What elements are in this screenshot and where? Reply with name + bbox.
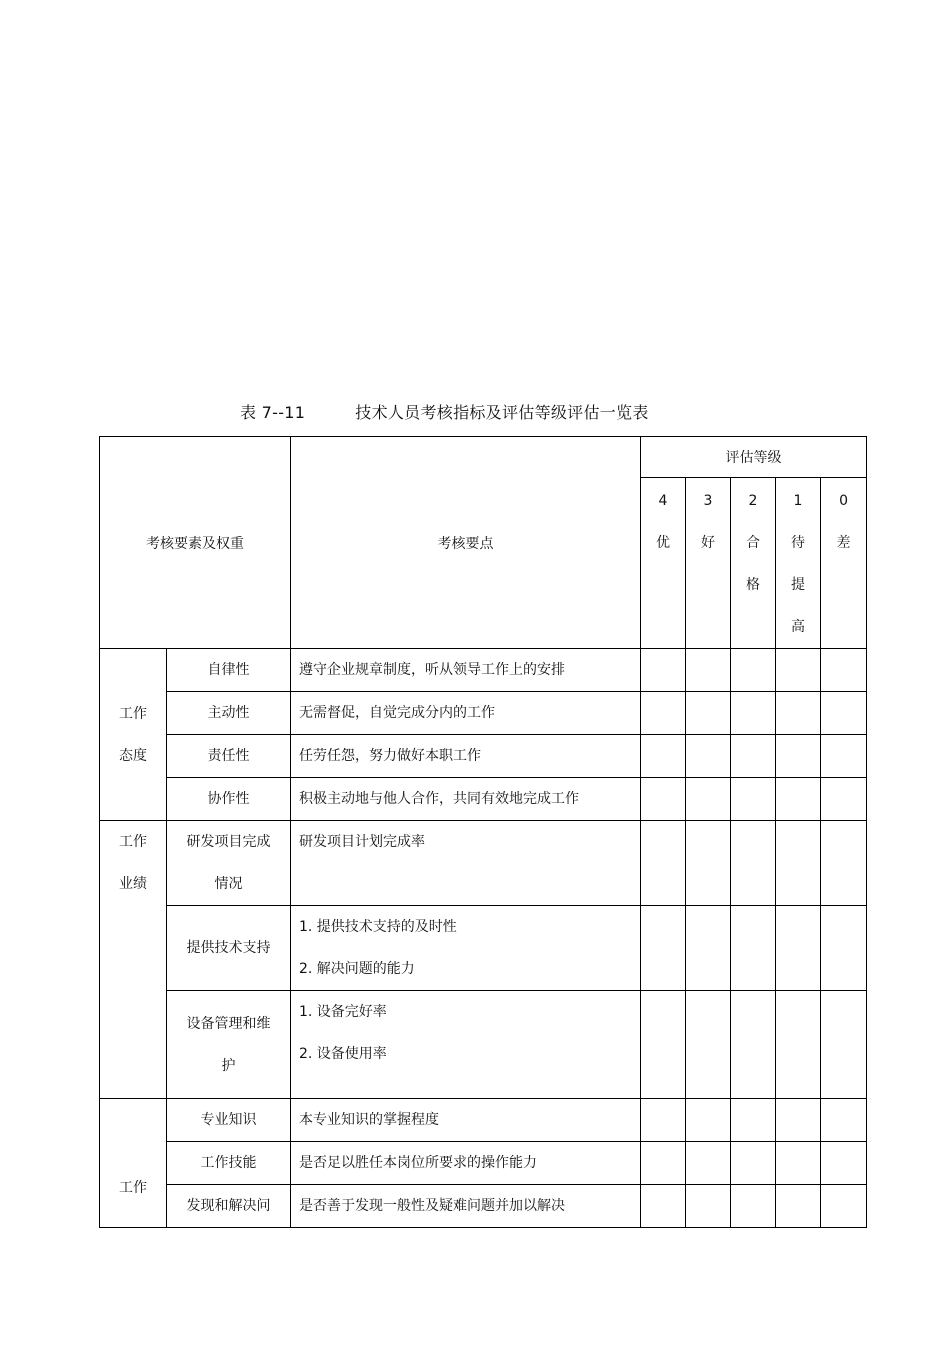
- grade-cell[interactable]: [776, 649, 821, 692]
- table-row: [100, 991, 867, 1099]
- factor-cell: [167, 735, 291, 778]
- grade-header-2: [731, 478, 776, 649]
- grade-cell[interactable]: [641, 735, 686, 778]
- point-text: 是否善于发现一般性及疑难问题并加以解决: [299, 1198, 565, 1214]
- points-cell: [291, 735, 641, 778]
- grade-header-3: [686, 478, 731, 649]
- grade-cell[interactable]: [821, 778, 867, 821]
- grade-cell[interactable]: [776, 821, 821, 906]
- table-caption: [240, 400, 760, 423]
- grade-cell[interactable]: [686, 1099, 731, 1142]
- grade-cell[interactable]: [821, 735, 867, 778]
- grade-cell[interactable]: [686, 991, 731, 1099]
- factor-label: 工作技能: [200, 1155, 257, 1171]
- grade-name: 高: [791, 619, 805, 635]
- factor-cell: [167, 821, 291, 906]
- category-label: 工作: [119, 1180, 147, 1196]
- grade-cell[interactable]: [821, 1142, 867, 1185]
- category-label: 工作: [119, 705, 147, 722]
- grade-cell[interactable]: [731, 692, 776, 735]
- point-text: 任劳任怨，努力做好本职工作: [299, 748, 481, 764]
- grade-cell[interactable]: [776, 778, 821, 821]
- point-text: 是否足以胜任本岗位所要求的操作能力: [299, 1155, 537, 1171]
- factor-label: 专业知识: [200, 1112, 257, 1128]
- grade-cell[interactable]: [641, 991, 686, 1099]
- point-text: 1. 提供技术支持的及时性: [299, 919, 457, 935]
- point-text: 遵守企业规章制度，听从领导工作上的安排: [299, 662, 565, 678]
- points-cell: [291, 649, 641, 692]
- grade-cell[interactable]: [776, 906, 821, 991]
- factor-cell: [167, 692, 291, 735]
- factor-label: 护: [221, 1057, 236, 1074]
- point-text: 无需督促，自觉完成分内的工作: [299, 705, 495, 721]
- grade-cell[interactable]: [686, 906, 731, 991]
- category-label: 态度: [119, 747, 147, 764]
- grade-cell[interactable]: [731, 906, 776, 991]
- factor-cell: [167, 1142, 291, 1185]
- grade-cell[interactable]: [821, 1099, 867, 1142]
- points-cell: [291, 1099, 641, 1142]
- grade-cell[interactable]: [641, 778, 686, 821]
- grade-cell[interactable]: [641, 821, 686, 906]
- grade-cell[interactable]: [821, 649, 867, 692]
- grade-group-header: 评估等级: [641, 437, 867, 478]
- grade-cell[interactable]: [731, 1142, 776, 1185]
- grade-name: 待: [791, 535, 805, 551]
- grade-cell[interactable]: [686, 821, 731, 906]
- table-row: [100, 906, 867, 991]
- grade-cell[interactable]: [821, 1185, 867, 1228]
- grade-cell[interactable]: [686, 692, 731, 735]
- grade-score: 3: [703, 493, 713, 509]
- grade-cell[interactable]: [731, 821, 776, 906]
- grade-name: 差: [836, 535, 851, 551]
- points-cell: [291, 991, 641, 1099]
- factor-label: 情况: [214, 876, 243, 892]
- table-row: [100, 778, 867, 821]
- grade-cell[interactable]: [821, 906, 867, 991]
- factor-label: 主动性: [207, 705, 250, 721]
- grade-cell[interactable]: [821, 692, 867, 735]
- evaluation-table: [99, 436, 867, 1228]
- grade-cell[interactable]: [686, 735, 731, 778]
- table-row: [100, 692, 867, 735]
- table-row: [100, 1099, 867, 1142]
- factor-cell: [167, 1099, 291, 1142]
- grade-header-4: [641, 478, 686, 649]
- grade-name: 提: [791, 577, 805, 593]
- grade-header-1: [776, 478, 821, 649]
- grade-cell[interactable]: [776, 735, 821, 778]
- grade-score: 2: [748, 493, 758, 509]
- factor-cell: [167, 991, 291, 1099]
- grade-cell[interactable]: [731, 778, 776, 821]
- point-text: 研发项目计划完成率: [299, 834, 425, 850]
- grade-cell[interactable]: [776, 1185, 821, 1228]
- grade-cell[interactable]: [686, 1142, 731, 1185]
- table-title: 技术人员考核指标及评估等级评估一览表: [355, 403, 649, 422]
- points-cell: [291, 906, 641, 991]
- grade-score: 1: [793, 493, 803, 509]
- table-number: 表 7--11: [240, 403, 306, 422]
- category-cell: [100, 649, 167, 821]
- grade-name: 优: [656, 535, 670, 551]
- grade-cell[interactable]: [686, 778, 731, 821]
- grade-header-0: [821, 478, 867, 649]
- factor-label: 协作性: [207, 791, 250, 807]
- factor-label: 研发项目完成: [186, 834, 271, 850]
- point-text: 2. 解决问题的能力: [299, 961, 415, 977]
- points-cell: [291, 821, 641, 906]
- grade-name: 好: [701, 535, 715, 551]
- grade-cell[interactable]: [641, 906, 686, 991]
- grade-cell[interactable]: [641, 1099, 686, 1142]
- grade-cell[interactable]: [641, 692, 686, 735]
- grade-cell[interactable]: [776, 692, 821, 735]
- spacer: [100, 1209, 166, 1227]
- grade-cell[interactable]: [731, 1099, 776, 1142]
- factor-label: 自律性: [207, 662, 250, 678]
- grade-cell[interactable]: [641, 649, 686, 692]
- factor-label: 发现和解决问: [186, 1198, 271, 1214]
- category-label: 工作: [119, 834, 147, 850]
- factor-cell: [167, 906, 291, 991]
- factor-label: 设备管理和维: [186, 1015, 271, 1032]
- factor-label: 提供技术支持: [186, 940, 271, 956]
- grade-cell[interactable]: [731, 649, 776, 692]
- grade-cell[interactable]: [686, 649, 731, 692]
- grade-cell[interactable]: [776, 1099, 821, 1142]
- grade-cell[interactable]: [776, 991, 821, 1099]
- grade-cell[interactable]: [731, 1185, 776, 1228]
- table-row: [100, 649, 867, 692]
- category-label: 业绩: [119, 876, 147, 892]
- points-header: 考核要点: [291, 437, 641, 649]
- grade-cell[interactable]: [776, 1142, 821, 1185]
- grade-score: 0: [839, 493, 848, 509]
- point-text: 2. 设备使用率: [299, 1046, 387, 1062]
- factors-header: 考核要素及权重: [100, 437, 291, 649]
- grade-cell[interactable]: [821, 821, 867, 906]
- factor-cell: [167, 649, 291, 692]
- table-row: [100, 821, 867, 906]
- factor-cell: [167, 1185, 291, 1228]
- points-cell: [291, 778, 641, 821]
- grade-cell[interactable]: [731, 735, 776, 778]
- grade-cell[interactable]: [641, 1142, 686, 1185]
- grade-cell[interactable]: [731, 991, 776, 1099]
- grade-cell[interactable]: [641, 1185, 686, 1228]
- factor-label: 责任性: [207, 748, 250, 764]
- point-text: 本专业知识的掌握程度: [299, 1112, 439, 1128]
- grade-name: 格: [746, 577, 760, 593]
- points-cell: [291, 1185, 641, 1228]
- table-row: [100, 1185, 867, 1228]
- grade-name: 合: [746, 535, 760, 551]
- grade-cell[interactable]: [686, 1185, 731, 1228]
- points-cell: [291, 1142, 641, 1185]
- grade-score: 4: [658, 493, 668, 509]
- table-row: [100, 735, 867, 778]
- table-row: [100, 1142, 867, 1185]
- point-text: 1. 设备完好率: [299, 1004, 387, 1020]
- category-cell: [100, 1099, 167, 1228]
- point-text: 积极主动地与他人合作，共同有效地完成工作: [299, 791, 579, 807]
- category-cell: [100, 821, 167, 1099]
- factor-cell: [167, 778, 291, 821]
- grade-cell[interactable]: [821, 991, 867, 1099]
- points-cell: [291, 692, 641, 735]
